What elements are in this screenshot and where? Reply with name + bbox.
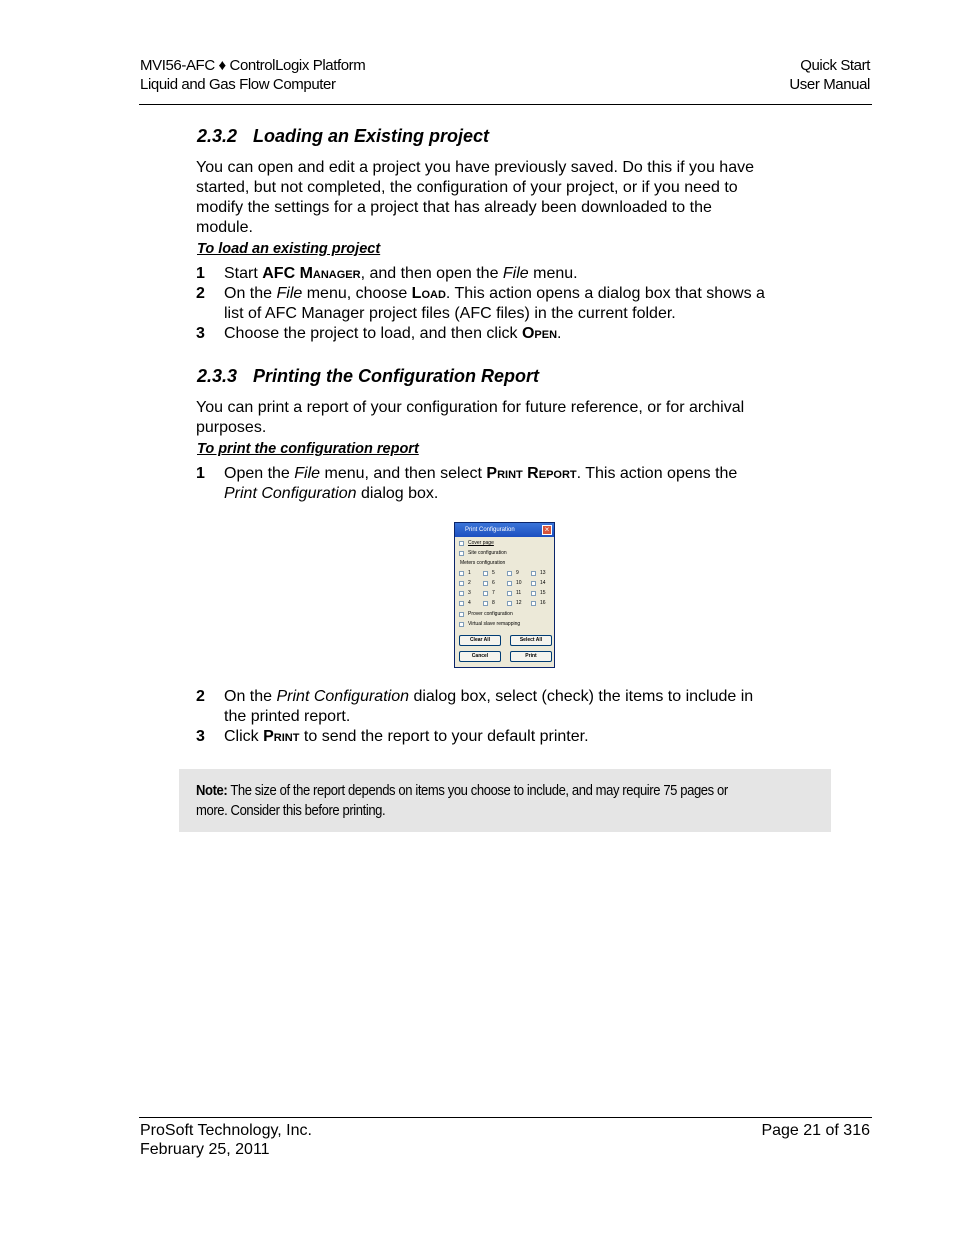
step-number: 3 [196,728,205,745]
ui-term: File [294,465,321,482]
section1-intro [196,158,816,238]
step-2-load [196,284,826,324]
meter-label: 2 [468,580,471,586]
header-product-subtitle: Liquid and Gas Flow Computer [140,76,336,93]
dialog-title-bar [455,523,554,537]
checkbox-meter[interactable] [531,571,536,576]
close-icon[interactable]: × [542,525,552,535]
step-number: 3 [196,325,205,342]
footer-date: February 25, 2011 [140,1141,270,1158]
cover-page-label: Cover page [468,540,494,546]
checkbox-meter[interactable] [459,581,464,586]
step-text: dialog box, select (check) the items to include in [409,688,754,705]
checkbox-virtual-slave-remapping[interactable] [459,622,464,627]
step-number: 2 [196,688,205,705]
intro-line: started, but not completed, the configuration of your project, or if you need to [196,179,738,196]
note-body: more. Consider this before printing. [196,803,386,819]
meter-label: 4 [468,600,471,606]
header-rule [139,104,872,105]
meter-label: 15 [540,590,546,596]
checkbox-meter[interactable] [531,601,536,606]
procedure-title-print: To print the configuration report [197,441,419,457]
note-text [196,781,821,821]
meter-label: 1 [468,570,471,576]
note-box [179,769,831,832]
step-text: . This action opens the [576,465,738,482]
step-text: Choose the project to load, and then click [224,325,522,342]
procedure-title-load: To load an existing project [197,241,381,257]
running-header-left [140,56,365,94]
prover-configuration-label: Prover configuration [468,611,513,617]
step-3-print [196,727,826,747]
section-title: Printing the Configuration Report [253,366,539,386]
section2-intro [196,398,816,438]
step-2-print [196,687,826,727]
meter-label: 9 [516,570,519,576]
meter-label: 14 [540,580,546,586]
select-all-button[interactable]: Select All [510,635,552,646]
section-title: Loading an Existing project [253,126,490,146]
meter-label: 8 [492,600,495,606]
step-text: menu, and then select [320,465,487,482]
step-text: , and then open the [360,265,503,282]
meters-configuration-label: Meters configuration [460,560,506,566]
meter-label: 7 [492,590,495,596]
checkbox-meter[interactable] [507,581,512,586]
step-number: 1 [196,465,205,482]
step-number: 2 [196,285,205,302]
meter-label: 5 [492,570,495,576]
footer-page-number: Page 21 of 316 [761,1122,870,1139]
checkbox-meter[interactable] [483,581,488,586]
header-chapter: Quick Start [800,57,870,74]
footer-left [140,1121,312,1159]
ui-term: Open [521,325,558,342]
header-manual: User Manual [789,76,870,93]
intro-line: purposes. [196,419,267,436]
ui-term: Print [263,728,300,745]
note-body: The size of the report depends on items you choose to include, and may require 75 pages or [227,783,728,799]
step-text: Open the [224,465,295,482]
step-number: 1 [196,265,205,282]
step-1-load [196,264,826,284]
section-number: 2.3.2 [197,126,238,146]
checkbox-meter[interactable] [507,601,512,606]
intro-line: module. [196,219,253,236]
checkbox-meter[interactable] [507,571,512,576]
ui-term: Print Configuration [276,688,409,705]
intro-line: modify the settings for a project that has already been downloaded to the [196,199,712,216]
section-heading-2-3-3 [197,366,539,387]
footer-company: ProSoft Technology, Inc. [140,1122,312,1139]
checkbox-meter[interactable] [483,571,488,576]
checkbox-meter[interactable] [531,581,536,586]
checkbox-meter[interactable] [459,571,464,576]
site-configuration-label: Site configuration [468,550,507,556]
step-text: dialog box. [356,485,439,502]
meter-label: 12 [516,600,522,606]
clear-all-button[interactable]: Clear All [459,635,501,646]
section-number: 2.3.3 [197,366,238,386]
ui-term: File [502,265,529,282]
checkbox-prover-configuration[interactable] [459,612,464,617]
ui-term: File [276,285,303,302]
footer-rule [139,1117,872,1118]
intro-line: You can print a report of your configuration for future reference, or for archival [196,399,745,416]
step-1-print [196,464,826,504]
note-label: Note: [196,783,228,799]
meter-label: 13 [540,570,546,576]
checkbox-site-configuration[interactable] [459,551,464,556]
ui-term: Print Configuration [224,485,357,502]
step-text: On the [224,688,277,705]
step-text: . [557,325,562,342]
header-product: MVI56-AFC ♦ ControlLogix Platform [140,57,366,74]
step-3-load [196,324,826,344]
step-text: list of AFC Manager project files (AFC files) in the current folder. [224,305,676,322]
section-heading-2-3-2 [197,126,489,147]
print-configuration-dialog [454,522,555,668]
meter-label: 3 [468,590,471,596]
checkbox-meter[interactable] [459,601,464,606]
print-button[interactable]: Print [510,651,552,662]
meter-label: 10 [516,580,522,586]
ui-term: AFC Manager [262,265,361,282]
step-text: to send the report to your default printer. [299,728,589,745]
meter-label: 11 [516,590,522,596]
step-text: Click [224,728,264,745]
ui-term: Print Report [486,465,577,482]
step-text: Start [224,265,263,282]
meter-label: 6 [492,580,495,586]
checkbox-cover-page[interactable] [459,541,464,546]
checkbox-meter[interactable] [459,591,464,596]
running-header-right [789,56,870,94]
step-text: menu, choose [302,285,412,302]
checkbox-meter[interactable] [483,601,488,606]
intro-line: You can open and edit a project you have previously saved. Do this if you have [196,159,754,176]
checkbox-meter[interactable] [483,591,488,596]
ui-term: Load [411,285,446,302]
cancel-button[interactable]: Cancel [459,651,501,662]
checkbox-meter[interactable] [531,591,536,596]
dialog-title: Print Configuration [465,527,515,533]
checkbox-meter[interactable] [507,591,512,596]
step-text: the printed report. [224,708,351,725]
step-text: On the [224,285,277,302]
meter-label: 16 [540,600,546,606]
step-text: menu. [528,265,578,282]
step-text: . This action opens a dialog box that shows a [445,285,765,302]
virtual-slave-remapping-label: Virtual slave remapping [468,621,521,627]
